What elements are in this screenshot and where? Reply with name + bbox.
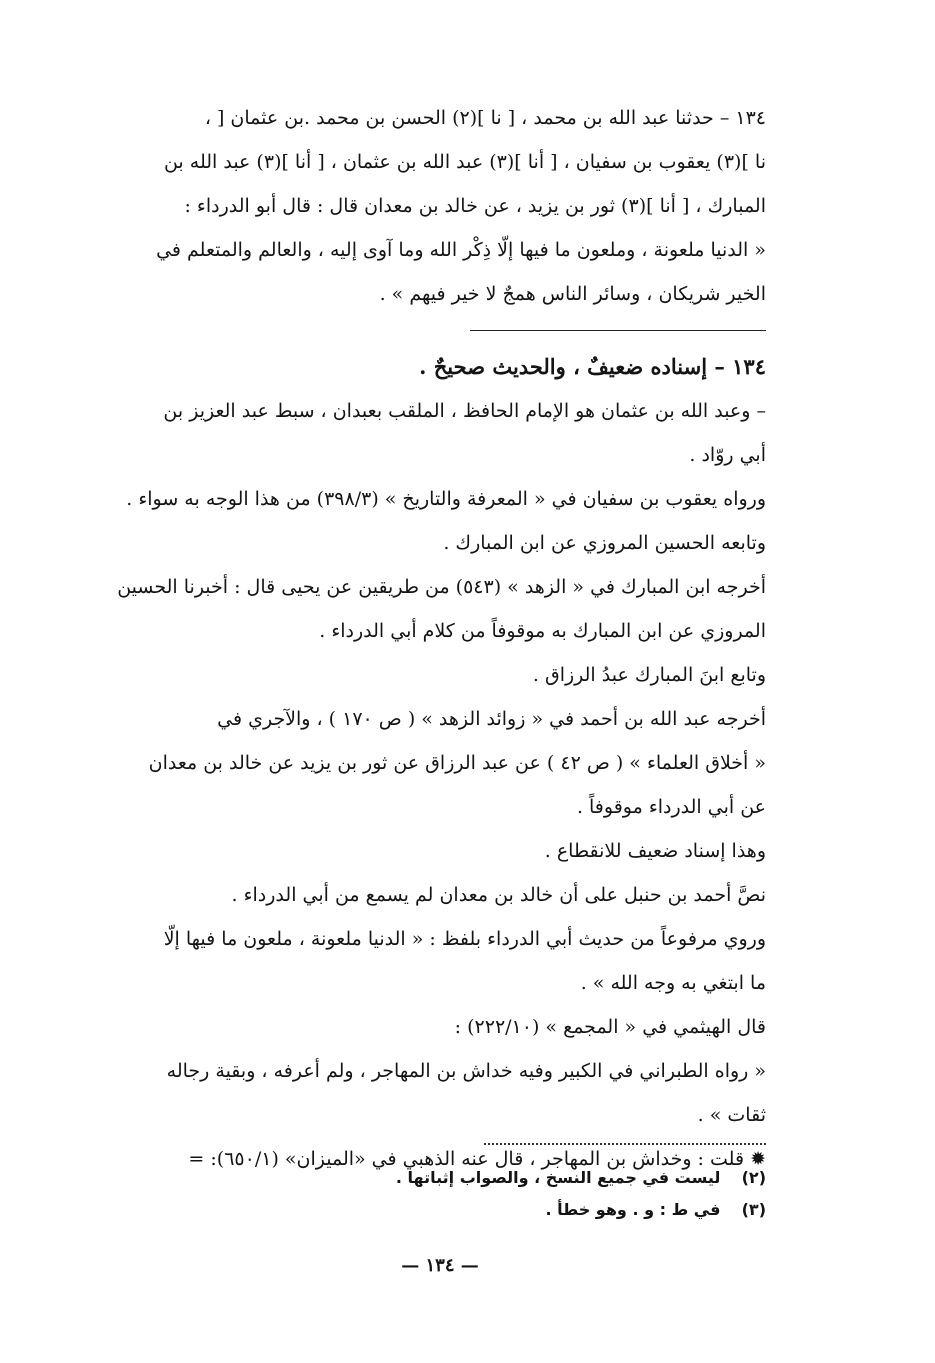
footnote [300, 1194, 766, 1226]
footnote-number: (٣) [741, 1200, 766, 1219]
commentary-line: أبي روّاد . [689, 444, 766, 466]
footnote-number: (٢) [741, 1168, 766, 1187]
footnote-text: في ط : و . وهو خطأ . [545, 1200, 721, 1219]
commentary [70, 345, 766, 1181]
commentary-line: وتابع ابنَ المبارك عبدُ الرزاق . [532, 664, 766, 686]
section-divider [470, 330, 766, 331]
commentary-line: « أخلاق العلماء » ( ص ٤٢ ) عن عبد الرزاق عن ثور بن يزيد عن خالد بن معدان [148, 752, 766, 774]
footnote-text: ليست في جميع النسخ ، والصواب إثباتها . [395, 1168, 721, 1187]
commentary-line: – وعبد الله بن عثمان هو الإمام الحافظ ، الملقب بعبدان ، سبط عبد العزيز بن [163, 400, 766, 422]
commentary-line: أخرجه ابن المبارك في « الزهد » (٥٤٣) من طريقين عن يحيى قال : أخبرنا الحسين [117, 576, 766, 598]
commentary-line: قال الهيثمي في « المجمع » (٢٢٢/١٠) : [454, 1016, 766, 1038]
commentary-line: ✹ قلت : وخداش بن المهاجر ، قال عنه الذهبي في «الميزان» (٦٥٠/١): = [188, 1148, 766, 1170]
footnotes [300, 1162, 766, 1226]
hadith-line: نا ](٣) يعقوب بن سفيان ، [ أنا ](٣) عبد الله بن عثمان ، [ أنا ](٣) عبد الله بن [163, 151, 766, 173]
footnote-separator [484, 1143, 766, 1145]
commentary-line: عن أبي الدرداء موقوفاً . [576, 796, 766, 818]
commentary-line: وتابعه الحسين المروزي عن ابن المبارك . [443, 532, 766, 554]
hadith-line: المبارك ، [ أنا ](٣) ثور بن يزيد ، عن خالد بن معدان قال : قال أبو الدرداء : [184, 195, 766, 217]
commentary-line: وهذا إسناد ضعيف للانقطاع . [544, 840, 766, 862]
hadith-line: الخير شريكان ، وسائر الناس همجٌ لا خير فيهم » . [379, 283, 766, 305]
footnote [300, 1162, 766, 1194]
commentary-line: « رواه الطبراني في الكبير وفيه خداش بن المهاجر ، ولم أعرفه ، وبقية رجاله [166, 1060, 766, 1082]
hadith-text [70, 96, 766, 316]
commentary-line: ورواه يعقوب بن سفيان في « المعرفة والتاريخ » (٣٩٨/٣) من هذا الوجه به سواء . [126, 488, 766, 510]
commentary-heading: ١٣٤ – إسناده ضعيفٌ ، والحديث صحيحٌ . [419, 354, 766, 379]
commentary-line: أخرجه عبد الله بن أحمد في « زوائد الزهد » ( ص ١٧٠ ) ، والآجري في [217, 708, 766, 730]
commentary-line: ما ابتغي به وجه الله » . [580, 972, 766, 994]
page-number: — ١٣٤ — [401, 1255, 479, 1276]
hadith-line: « الدنيا ملعونة ، وملعون ما فيها إلّا ذِكْر الله وما آوى إليه ، والعالم والمتعلم في [156, 239, 766, 261]
commentary-line: ثقات » . [697, 1104, 766, 1126]
commentary-line: المروزي عن ابن المبارك به موقوفاً من كلام أبي الدرداء . [319, 620, 766, 642]
hadith-line: ١٣٤ – حدثنا عبد الله بن محمد ، [ نا ](٢) الحسن بن محمد .بن عثمان [ ، [204, 107, 766, 129]
commentary-line: نصَّ أحمد بن حنبل على أن خالد بن معدان لم يسمع من أبي الدرداء . [231, 884, 766, 906]
commentary-line: وروي مرفوعاً من حديث أبي الدرداء بلفظ : « الدنيا ملعونة ، ملعون ما فيها إلّا [163, 928, 766, 950]
